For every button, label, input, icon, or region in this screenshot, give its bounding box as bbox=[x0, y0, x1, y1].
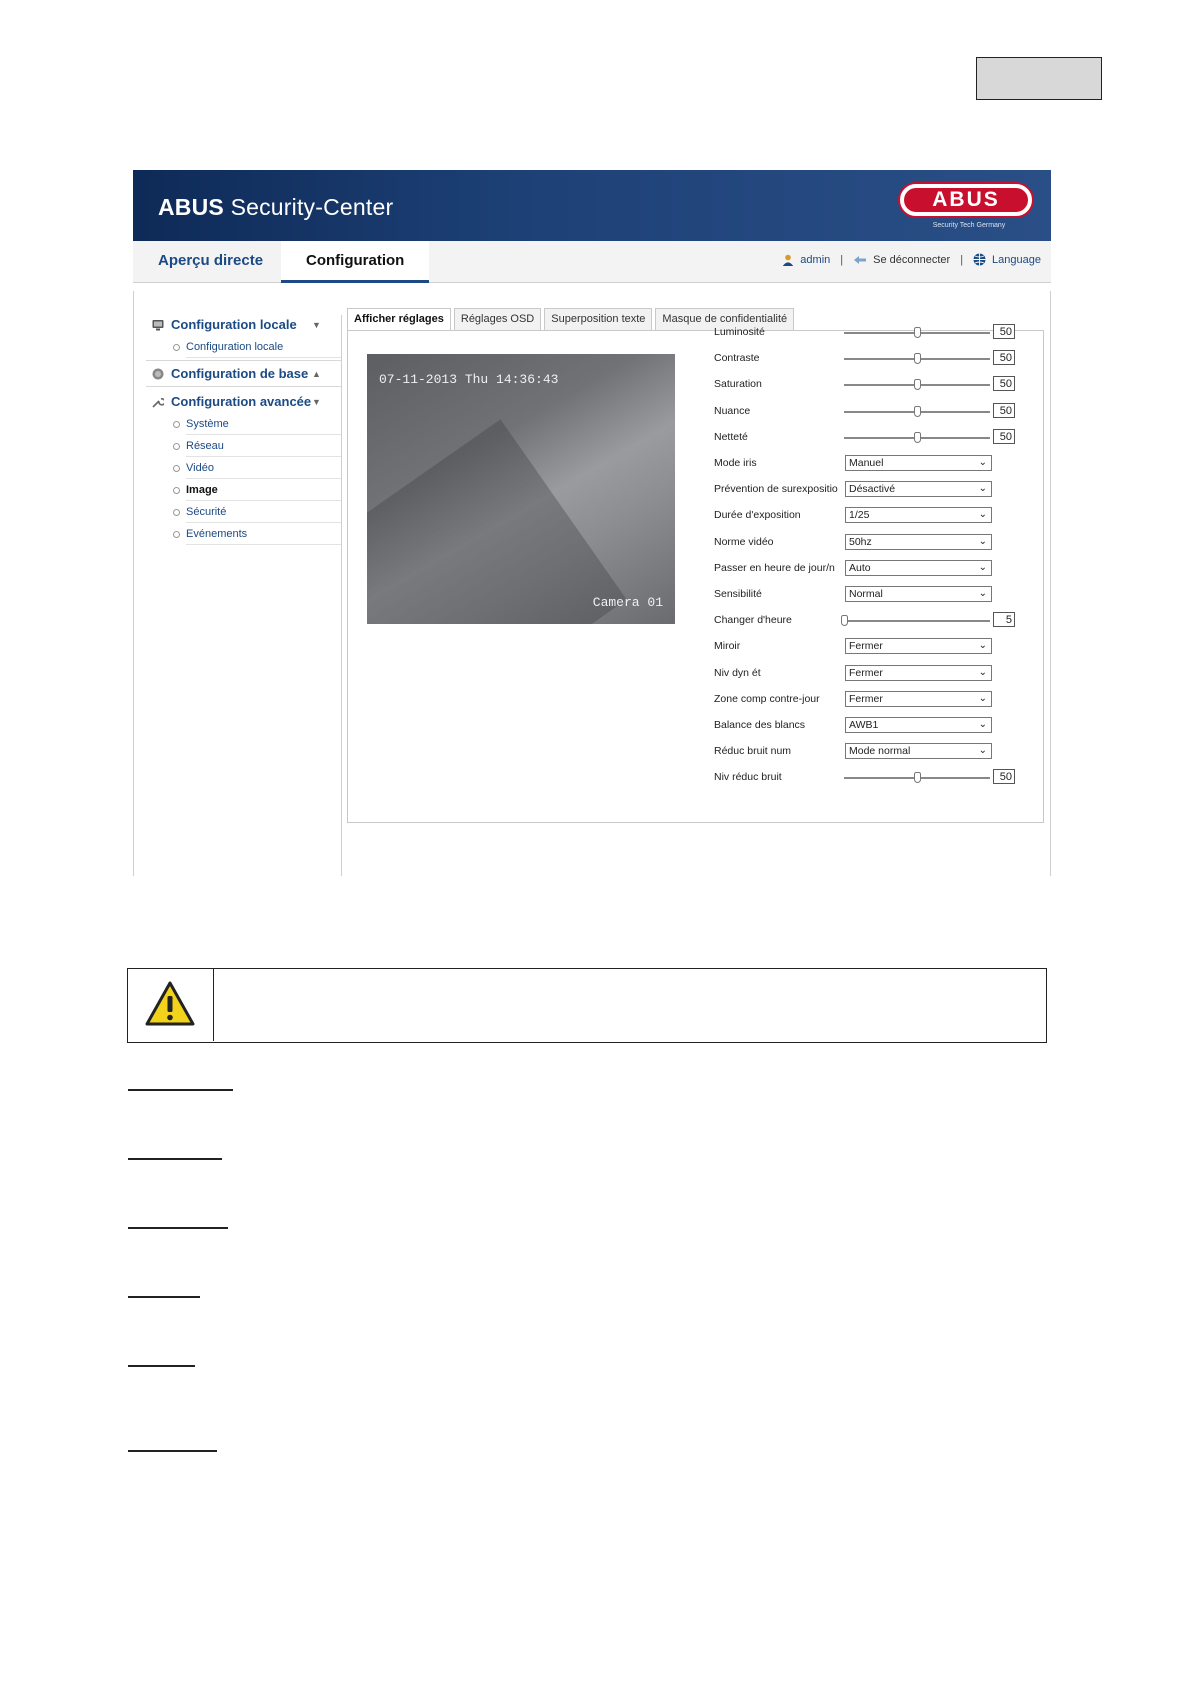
select-value: Fermer bbox=[849, 640, 883, 653]
language-link[interactable]: Language bbox=[992, 253, 1041, 266]
setting-label: Saturation bbox=[714, 378, 762, 391]
setting-select[interactable] bbox=[845, 455, 992, 471]
monitor-icon bbox=[152, 319, 164, 331]
setting-row bbox=[714, 663, 1034, 685]
setting-slider[interactable] bbox=[844, 620, 990, 622]
setting-row bbox=[714, 401, 1034, 423]
setting-value-field[interactable]: 50 bbox=[993, 769, 1015, 784]
setting-label: Miroir bbox=[714, 640, 741, 653]
tab-reglages-osd[interactable]: Réglages OSD bbox=[454, 308, 541, 330]
image-settings-panel bbox=[347, 326, 1044, 823]
setting-slider[interactable] bbox=[844, 384, 990, 386]
slider-handle[interactable] bbox=[914, 772, 921, 783]
sidebar-item-image[interactable]: Image bbox=[186, 479, 341, 501]
select-value: Normal bbox=[849, 588, 883, 600]
slider-handle[interactable] bbox=[841, 615, 848, 626]
setting-row bbox=[714, 610, 1034, 632]
setting-row bbox=[714, 715, 1034, 737]
setting-row bbox=[714, 322, 1034, 344]
setting-row bbox=[714, 767, 1034, 789]
slider-handle[interactable] bbox=[914, 406, 921, 417]
slider-handle[interactable] bbox=[914, 432, 921, 443]
setting-row bbox=[714, 505, 1034, 527]
setting-select[interactable] bbox=[845, 665, 992, 681]
top-nav bbox=[133, 241, 1051, 283]
setting-label: Niv dyn ét bbox=[714, 666, 761, 679]
sidebar-item-video[interactable]: Vidéo bbox=[186, 457, 341, 479]
setting-label: Durée d'exposition bbox=[714, 509, 801, 522]
video-preview bbox=[367, 354, 675, 624]
tab-superposition-texte[interactable]: Superposition texte bbox=[544, 308, 652, 330]
content-area bbox=[133, 291, 1051, 876]
setting-value-field[interactable]: 50 bbox=[993, 324, 1015, 339]
underline-mark bbox=[128, 1089, 233, 1091]
warning-triangle-icon bbox=[145, 981, 195, 1027]
setting-select[interactable] bbox=[845, 534, 992, 550]
chevron-down-icon: ⌄ bbox=[978, 692, 987, 704]
setting-value-field[interactable]: 50 bbox=[993, 376, 1015, 391]
tab-masque-confidentialite[interactable]: Masque de confidentialité bbox=[655, 308, 794, 330]
select-value: Fermer bbox=[849, 692, 883, 705]
chevron-down-icon: ⌄ bbox=[978, 745, 987, 757]
user-menu: admin | Se déconnecter | Language bbox=[782, 253, 1041, 266]
setting-slider[interactable] bbox=[844, 411, 990, 413]
setting-value-field[interactable]: 5 bbox=[993, 612, 1015, 627]
setting-label: Zone comp contre-jour bbox=[714, 692, 820, 705]
setting-label: Nuance bbox=[714, 404, 751, 417]
setting-row bbox=[714, 689, 1034, 711]
chevron-up-icon: ▲ bbox=[312, 368, 321, 379]
setting-row bbox=[714, 479, 1034, 501]
chevron-down-icon: ▼ bbox=[312, 396, 321, 407]
sidebar-item-systeme[interactable]: Système bbox=[186, 413, 341, 435]
setting-label: Norme vidéo bbox=[714, 535, 774, 548]
sidebar-section-label: Configuration de base bbox=[171, 366, 309, 381]
setting-row bbox=[714, 427, 1034, 449]
setting-select[interactable] bbox=[845, 717, 992, 733]
setting-value-field[interactable]: 50 bbox=[993, 429, 1015, 444]
tab-apercu-directe[interactable]: Aperçu directe bbox=[158, 252, 264, 269]
sidebar-section-configuration-de-base[interactable] bbox=[152, 366, 321, 381]
setting-select[interactable] bbox=[845, 638, 992, 654]
setting-label: Changer d'heure bbox=[714, 614, 792, 627]
setting-row bbox=[714, 348, 1034, 370]
setting-value-field[interactable]: 50 bbox=[993, 403, 1015, 418]
slider-handle[interactable] bbox=[914, 379, 921, 390]
setting-row bbox=[714, 453, 1034, 475]
osd-timestamp: 07-11-2013 Thu 14:36:43 bbox=[379, 372, 559, 387]
underline-mark bbox=[128, 1227, 228, 1229]
sidebar-section-configuration-locale[interactable] bbox=[152, 317, 321, 332]
setting-row bbox=[714, 741, 1034, 763]
setting-slider[interactable] bbox=[844, 332, 990, 334]
chevron-down-icon: ⌄ bbox=[978, 509, 987, 521]
sidebar-section-configuration-avancee[interactable] bbox=[152, 394, 321, 409]
setting-row bbox=[714, 532, 1034, 554]
select-value: Désactivé bbox=[849, 483, 896, 496]
setting-row bbox=[714, 636, 1034, 658]
setting-slider[interactable] bbox=[844, 358, 990, 360]
user-name[interactable]: admin bbox=[800, 253, 831, 266]
app-header bbox=[133, 170, 1051, 241]
globe-icon bbox=[152, 368, 164, 380]
select-value: Fermer bbox=[849, 666, 883, 679]
chevron-down-icon: ⌄ bbox=[978, 666, 987, 678]
setting-label: Passer en heure de jour/n bbox=[714, 561, 835, 574]
tab-afficher-reglages[interactable]: Afficher réglages bbox=[347, 308, 451, 331]
abus-logo: ABUS bbox=[898, 182, 1034, 218]
chevron-down-icon: ⌄ bbox=[978, 457, 987, 468]
setting-select[interactable] bbox=[845, 586, 992, 602]
setting-select[interactable] bbox=[845, 560, 992, 576]
underline-mark bbox=[128, 1450, 217, 1452]
logout-link[interactable]: Se déconnecter bbox=[873, 253, 951, 266]
slider-handle[interactable] bbox=[914, 353, 921, 364]
sidebar bbox=[134, 291, 341, 876]
underline-mark bbox=[128, 1158, 222, 1160]
app-brand: ABUS Security-Center bbox=[158, 194, 394, 220]
page-corner-box bbox=[976, 57, 1102, 100]
osd-camera-name: Camera 01 bbox=[592, 595, 663, 610]
slider-handle[interactable] bbox=[914, 327, 921, 338]
setting-select[interactable] bbox=[845, 691, 992, 707]
chevron-down-icon: ⌄ bbox=[978, 640, 987, 652]
setting-row bbox=[714, 558, 1034, 580]
sidebar-item-configuration-locale[interactable]: Configuration locale bbox=[186, 336, 341, 358]
select-value: Auto bbox=[849, 561, 871, 574]
setting-slider[interactable] bbox=[844, 437, 990, 439]
setting-label: Balance des blancs bbox=[714, 719, 806, 731]
chevron-down-icon: ⌄ bbox=[978, 719, 987, 730]
setting-label: Sensibilité bbox=[714, 588, 762, 600]
setting-row bbox=[714, 374, 1034, 396]
logo-tagline: Security Tech Germany bbox=[932, 222, 1006, 229]
wrench-icon bbox=[152, 396, 164, 408]
sidebar-item-evenements[interactable]: Evénements bbox=[186, 523, 341, 545]
chevron-down-icon: ⌄ bbox=[978, 588, 987, 599]
sidebar-item-reseau[interactable]: Réseau bbox=[186, 435, 341, 457]
setting-value-field[interactable]: 50 bbox=[993, 350, 1015, 365]
select-value: AWB1 bbox=[849, 719, 879, 731]
logout-icon bbox=[853, 255, 867, 265]
globe-icon bbox=[973, 253, 986, 266]
sidebar-item-securite[interactable]: Sécurité bbox=[186, 501, 341, 523]
setting-label: Niv réduc bruit bbox=[714, 771, 782, 784]
select-value: 1/25 bbox=[849, 509, 870, 522]
select-value: Mode normal bbox=[849, 745, 911, 758]
setting-label: Prévention de surexpositio bbox=[714, 483, 838, 496]
sidebar-section-label: Configuration locale bbox=[171, 317, 297, 332]
setting-label: Luminosité bbox=[714, 326, 765, 338]
user-icon bbox=[782, 254, 794, 266]
sidebar-section-label: Configuration avancée bbox=[171, 394, 312, 409]
tab-configuration[interactable]: Configuration bbox=[281, 241, 429, 283]
setting-select[interactable] bbox=[845, 743, 992, 759]
app-screenshot bbox=[133, 170, 1051, 876]
setting-select[interactable] bbox=[845, 507, 992, 523]
warning-box bbox=[127, 968, 1047, 1043]
underline-mark bbox=[128, 1365, 195, 1367]
chevron-down-icon: ▼ bbox=[312, 319, 321, 330]
chevron-down-icon: ⌄ bbox=[978, 483, 987, 495]
chevron-down-icon: ⌄ bbox=[978, 535, 987, 547]
setting-label: Mode iris bbox=[714, 457, 757, 469]
setting-select[interactable] bbox=[845, 481, 992, 497]
underline-mark bbox=[128, 1296, 200, 1298]
setting-row bbox=[714, 584, 1034, 606]
select-value: 50hz bbox=[849, 535, 872, 548]
select-value: Manuel bbox=[849, 457, 884, 469]
setting-label: Réduc bruit num bbox=[714, 745, 792, 758]
chevron-down-icon: ⌄ bbox=[978, 561, 987, 573]
setting-label: Contraste bbox=[714, 352, 760, 365]
setting-slider[interactable] bbox=[844, 777, 990, 779]
setting-label: Netteté bbox=[714, 430, 748, 443]
